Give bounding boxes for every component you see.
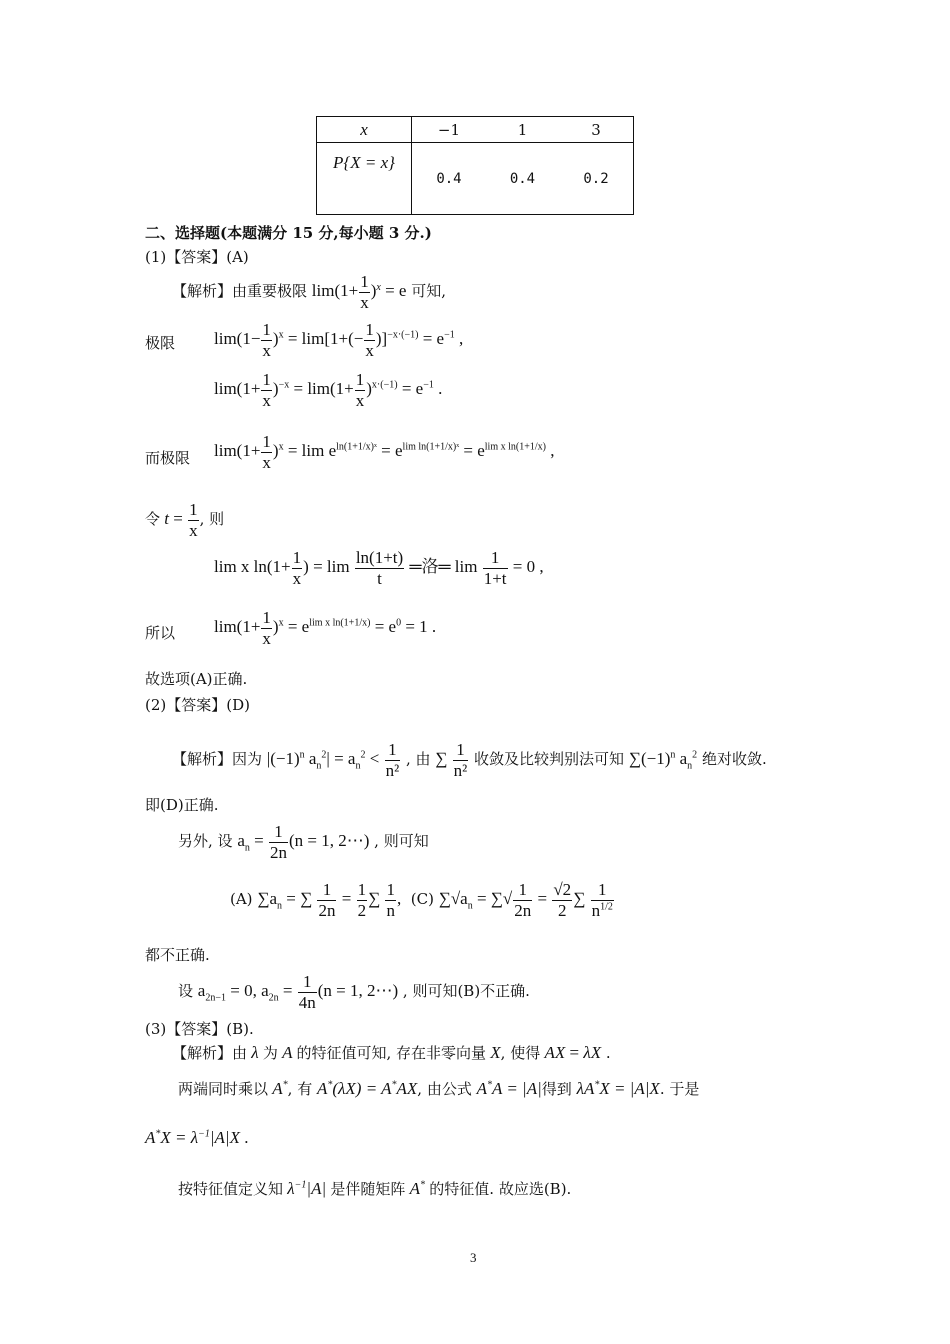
q1-limit-eq1: lim(1− $\frac{1}{x}$ )$^x$ = lim[1+(− $\frac{1}{x}$ )]$^{-x\cdot(-1)} = e^{-1}$ ,	[214, 320, 464, 360]
q2-set-line: 设 $a_{2n-1} = 0$, $a_{2n}$ = $\frac{1}{4n}$ (n = 1, 2⋯) , 则可知(B)不正确.	[178, 972, 530, 1012]
q2-not-correct: 都不正确.	[145, 946, 210, 964]
q2-analysis-line: 【解析】因为 $|(-1)^n$ $a_n^2| = a_n^2$ < $\frac{1}{\text{n²}}$ , 由 ∑ $\frac{1}{\text{n²}}$ 收敛及比较判别法可知 $\sum(-1)^n$ $a_n^2$ 绝对收敛.	[172, 740, 767, 780]
q2-also-line: 另外, 设 $a_n$ = $\frac{1}{2n}$ (n = 1, 2⋯) , 则可知	[178, 822, 429, 862]
table-value-3: 3	[559, 117, 633, 143]
section2-title: 二、选择题(本题满分 15 分,每小题 3 分.)	[145, 224, 432, 242]
q1-limit-eq4: lim x ln(1+ $\frac{1}{x}$ ) = lim $\frac{\ln(1+t)}{t}$ ═洛═ lim $\frac{1}{1+t}$ = 0 ,	[214, 548, 544, 588]
q3-line2: 两端同时乘以 A*, 有 A*(λX) = A*AX, 由公式 A*A = |A|得到 λA*X = |A|X. 于是	[178, 1079, 700, 1098]
q1-limit-eq5: lim(1+ $\frac{1}{x}$ )$^x = e^{lim x ln(1+1/x)} = e^0 = 1$ .	[214, 608, 437, 648]
q3-line1: 【解析】由 λ 为 A 的特征值可知, 存在非零向量 X, 使得 AX = λX .	[172, 1043, 611, 1062]
q1-answer: (1)【答案】(A)	[145, 248, 249, 266]
q2-answer: (2)【答案】(D)	[145, 696, 250, 714]
q1-limit-eq2: lim(1+ $\frac{1}{x}$ )$^{-x}$ = lim(1+ $\frac{1}{x}$ )$^{x\cdot(-1)} = e^{-1}$ .	[214, 370, 443, 410]
q1-and-label: 而极限	[145, 449, 191, 467]
table-value-2: 1	[486, 117, 559, 143]
q1-let-line: 令 t = $\frac{1}{x}$ , 则	[145, 500, 225, 540]
distribution-table	[316, 116, 634, 215]
table-prob-3: 0.2	[559, 143, 633, 215]
table-prob-2: 0.4	[486, 143, 559, 215]
q1-so-label: 所以	[145, 624, 176, 642]
table-value-1: −1	[412, 117, 486, 143]
q1-analysis-line: 【解析】由重要极限 lim(1+ $\frac{1}{x}$ )$^x$ = e 可知,	[172, 272, 447, 312]
q1-limit-label: 极限	[145, 334, 176, 352]
q2-options-line: (A) $\sum a_n$ = ∑ $\frac{1}{2n}$ = $\frac{1}{2}$ ∑ $\frac{1}{n}$ , (C) $\sum√a_n$ = ∑√ $\frac{1}{2n}$ = $\frac{√2}{2}$ ∑ $\frac{1}{n^{1/2}}$	[230, 880, 613, 920]
q3-line4: 按特征值定义知 $\lambda^{-1}|A|$ 是伴随矩阵 A* 的特征值. 故应选(B).	[178, 1179, 572, 1198]
table-header-px: P{X = x}	[317, 143, 412, 215]
q3-line3: $A^*X = \lambda^{-1}|A|X$ .	[145, 1128, 249, 1147]
table-prob-1: 0.4	[412, 143, 486, 215]
table-header-x: x	[317, 117, 412, 143]
q1-limit-eq3: lim(1+ $\frac{1}{x}$ )$^x = \lim e^{ln(1+1/x)ˣ} = e^{lim ln(1+1/x)ˣ} = e^{lim x ln(1+1/x)}$ ,	[214, 432, 555, 472]
q2-conclusion: 即(D)正确.	[145, 796, 219, 814]
q1-conclusion: 故选项(A)正确.	[145, 670, 248, 688]
q3-answer: (3)【答案】(B).	[145, 1020, 254, 1038]
page-number: 3	[470, 1250, 477, 1265]
